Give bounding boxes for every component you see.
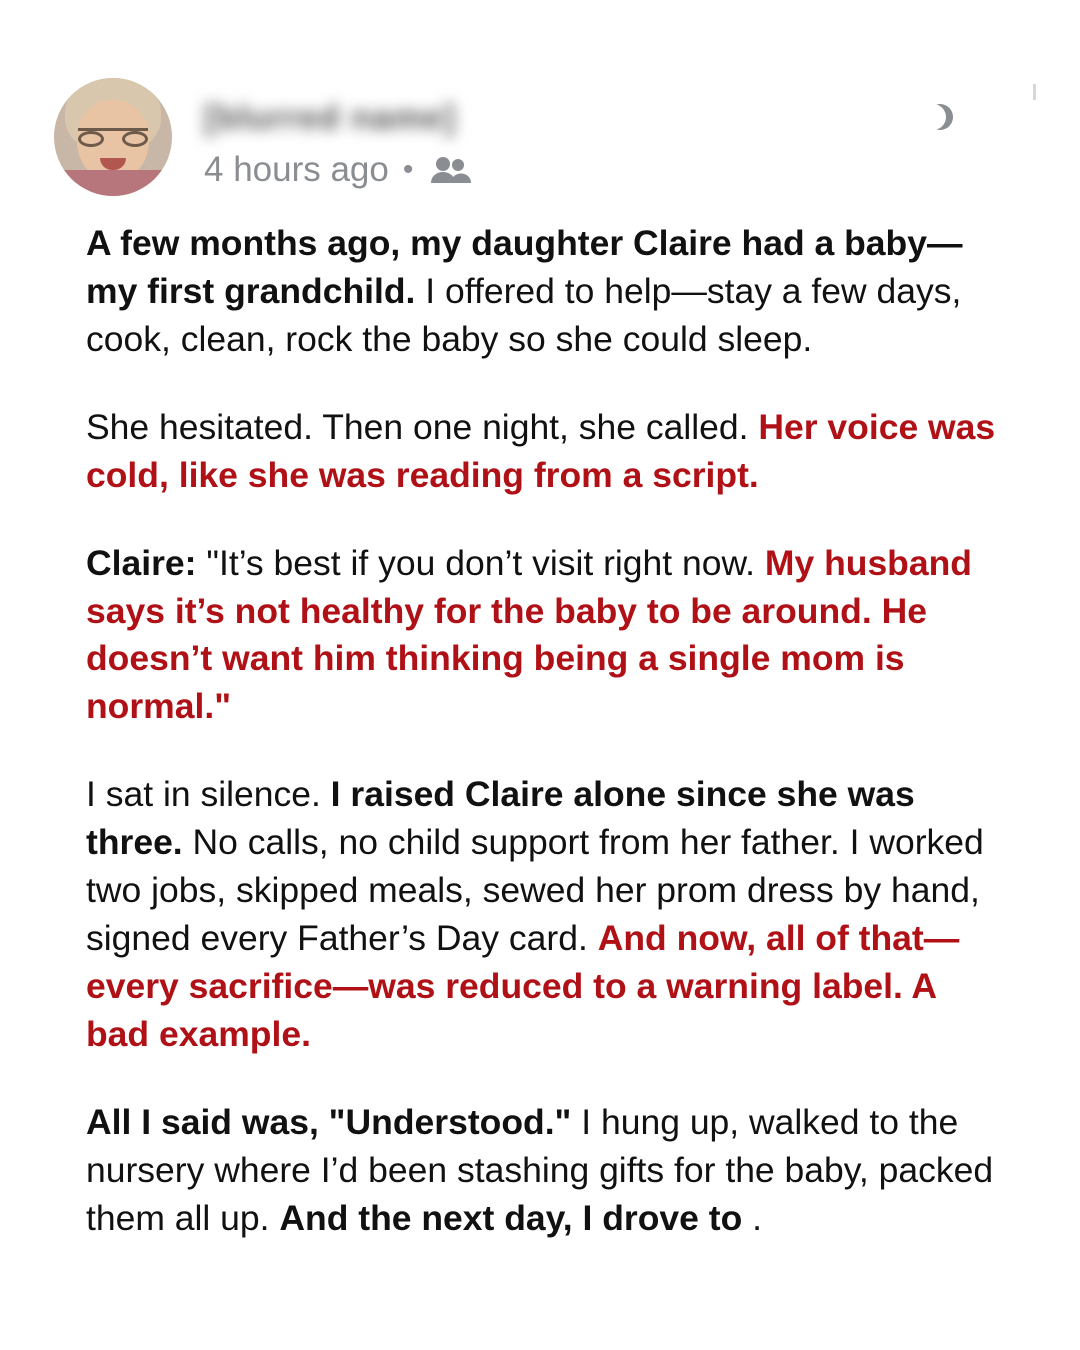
friends-icon[interactable] <box>427 155 471 185</box>
text-run-highlight: My husband says it’s not healthy for the baby to be around. He doesn’t want him thinking being a single mom is normal." <box>86 542 972 727</box>
meta-separator: • <box>402 152 414 186</box>
text-run: I hung up, walked to the nursery where I’d been stashing gifts for the baby, packed them all up. <box>86 1101 994 1238</box>
text-run: . <box>742 1197 762 1238</box>
text-run: And the next day, I drove to <box>279 1197 743 1238</box>
text-run: I sat in silence. <box>86 774 331 815</box>
text-run: I raised Claire alone since she was three. <box>86 774 915 863</box>
post-paragraph <box>86 540 1008 732</box>
post-paragraph <box>86 1099 1008 1243</box>
post-paragraph <box>86 404 1008 500</box>
avatar[interactable] <box>54 78 172 196</box>
post-meta <box>204 152 1080 187</box>
post-header <box>0 0 1080 196</box>
text-run: She hesitated. Then one night, she called. <box>86 406 759 447</box>
crescent-shape <box>920 104 946 130</box>
text-run: No calls, no child support from her father. I worked two jobs, skipped meals, sewed her prom dress by hand, signed every Father’s Day card. <box>86 822 984 959</box>
text-run: A few months ago, my daughter Claire had a baby—my first grandchild. <box>86 223 963 311</box>
post-body <box>0 196 1080 1243</box>
text-run: I offered to help—stay a few days, cook, clean, rock the baby so she could sleep. <box>86 270 962 359</box>
text-run: "It’s best if you don’t visit right now. <box>196 542 765 583</box>
text-run-highlight: And now, all of that—every sacrifice—was reduced to a warning label. A bad example. <box>86 918 960 1054</box>
text-run: All I said was, "Understood." <box>86 1101 572 1142</box>
author-name[interactable]: [blurred name] <box>204 100 457 136</box>
avatar-glasses <box>78 128 148 146</box>
crescent-icon[interactable] <box>920 104 960 144</box>
speaker-label: Claire: <box>86 542 197 583</box>
post-timestamp[interactable]: 4 hours ago <box>204 150 389 189</box>
post-paragraph <box>86 771 1008 1059</box>
avatar-shirt <box>54 170 172 196</box>
text-run-highlight: Her voice was cold, like she was reading from a script. <box>86 406 996 495</box>
post-paragraph <box>86 220 1008 364</box>
